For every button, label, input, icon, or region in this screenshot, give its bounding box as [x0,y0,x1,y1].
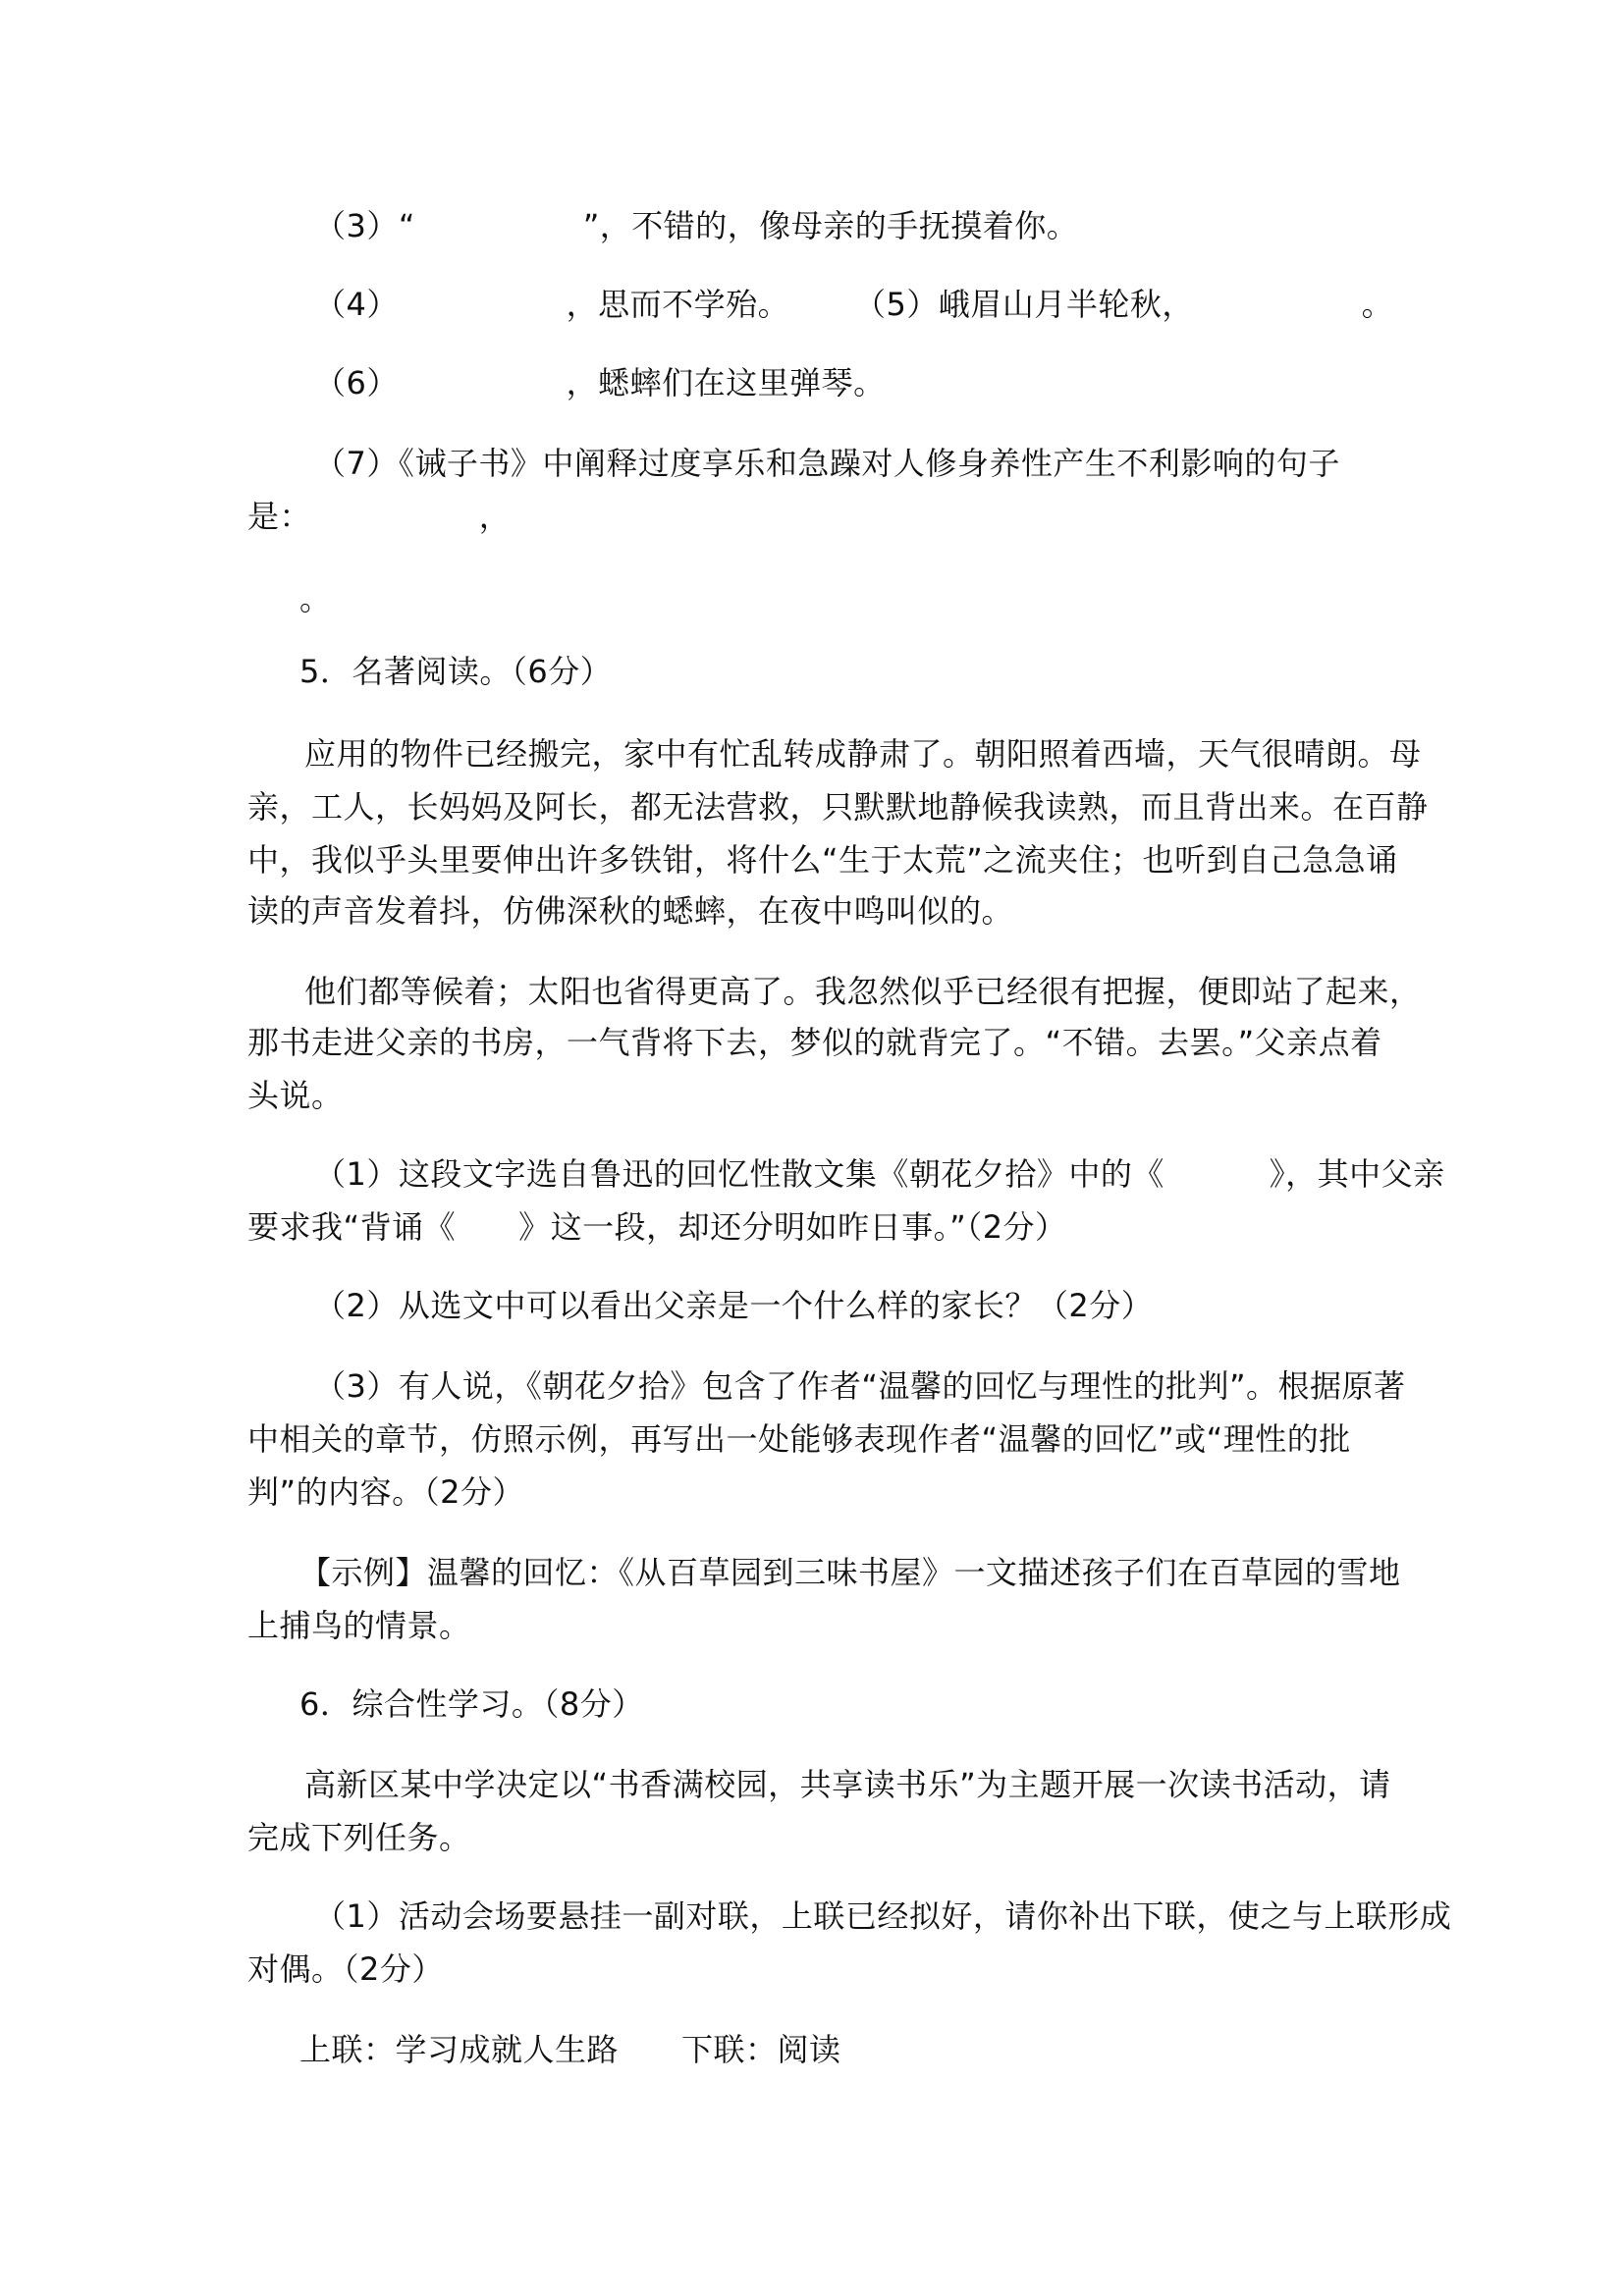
q6-sub-1-line-1: （1）活动会场要悬挂一副对联，上联已经拟好，请你补出下联，使之与上联形成 [314,1897,1452,1935]
q4-item-4: （4） ，思而不学殆。 [314,286,790,323]
q5-sub-3-line-1: （3）有人说，《朝花夕拾》包含了作者“温馨的回忆与理性的批判”。根据原著 [314,1367,1406,1405]
q4-item-7-line-2: 是： ， [247,498,512,535]
q4-item-3: （3）“ ”，不错的，像母亲的手抚摸着你。 [314,207,1079,244]
q6-intro-line-1: 高新区某中学决定以“书香满校园，共享读书乐”为主题开展一次读书活动，请 [304,1766,1391,1803]
q5-passage-1-line-3: 中，我似乎头里要伸出许多铁钳，将什么“生于太荒”之流夹住；也听到自己急急诵 [247,841,1398,879]
q4-item-7-line-1: （7）《诫子书》中阐释过度享乐和急躁对人修身养性产生不利影响的句子 [314,445,1340,482]
q5-heading: 5．名著阅读。（6分） [299,653,613,690]
q4-item-6: （6） ，蟋蟀们在这里弹琴。 [314,364,886,401]
q6-intro-line-2: 完成下列任务。 [247,1819,471,1856]
q5-sub-1-line-2: 要求我“背诵《 》这一段，却还分明如昨日事。”（2分） [247,1208,1067,1246]
q5-passage-1-line-4: 读的声音发着抖，仿佛深秋的蟋蟀，在夜中鸣叫似的。 [247,892,1014,930]
q5-sub-3-line-2: 中相关的章节，仿照示例，再写出一处能够表现作者“温馨的回忆”或“理性的批 [247,1420,1351,1458]
q5-sub-3-line-3: 判”的内容。（2分） [247,1473,524,1511]
q5-sub-1-line-1: （1）这段文字选自鲁迅的回忆性散文集《朝花夕拾》中的《 》，其中父亲 [314,1155,1445,1193]
q4-item-5: （5）峨眉山月半轮秋， 。 [854,286,1394,323]
q5-sub-2: （2）从选文中可以看出父亲是一个什么样的家长？（2分） [314,1287,1154,1324]
q5-passage-2-line-1: 他们都等候着；太阳也省得更高了。我忽然似乎已经很有把握，便即站了起来， [304,973,1422,1010]
q5-example-line-1: 【示例】温馨的回忆：《从百草园到三味书屋》一文描述孩子们在百草园的雪地 [299,1554,1401,1591]
q5-passage-2-line-2: 那书走进父亲的书房，一气背将下去，梦似的就背完了。“不错。去罢。”父亲点着 [247,1024,1382,1061]
q6-heading: 6．综合性学习。（8分） [299,1685,644,1723]
q6-sub-1-line-2: 对偶。（2分） [247,1950,444,1988]
q5-passage-2-line-3: 头说。 [247,1077,344,1114]
q5-example-line-2: 上捕鸟的情景。 [247,1607,471,1644]
q5-passage-1-line-1: 应用的物件已经搬完，家中有忙乱转成静肃了。朝阳照着西墙，天气很晴朗。母 [304,735,1422,773]
q4-item-7-line-3: 。 [299,580,332,617]
q5-passage-1-line-2: 亲，工人，长妈妈及阿长，都无法营救，只默默地静候我读熟，而且背出来。在百静 [247,788,1429,826]
q6-couplet: 上联：学习成就人生路 下联：阅读 [299,2031,841,2068]
